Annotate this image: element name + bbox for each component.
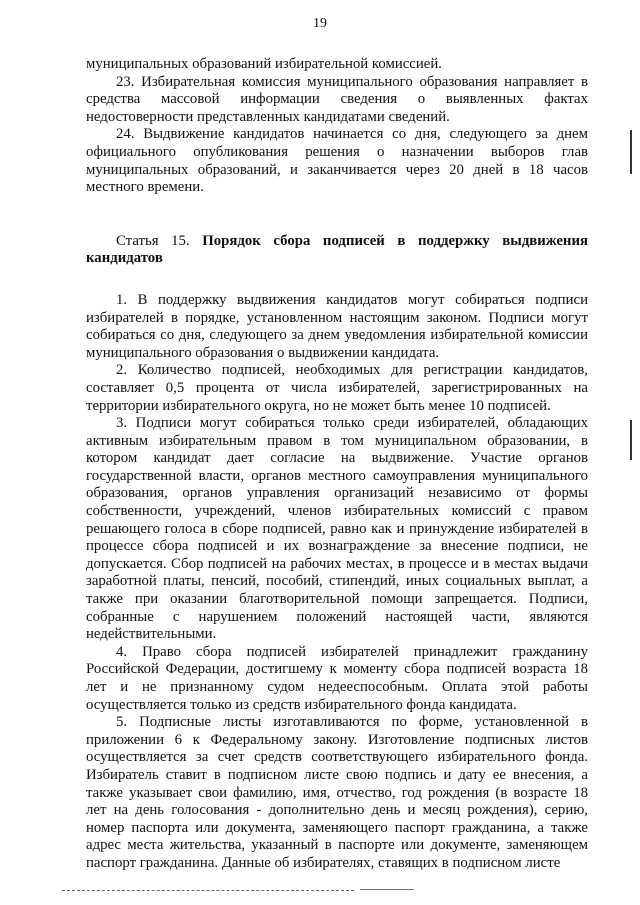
article-item-5: 5. Подписные листы изготавливаются по форме, установленной в приложении 6 к Федеральному закону. Изготовление подписных листов осуществляется за счет средств соответствующего избирательного фонда. Избиратель ставит в подписном листе свою подпись и дату ее внесения, а также указывает свои фамилию, имя, отчество, год рождения (в возрасте 18 лет на день голосования - дополнительно день и месяц рождения), серию, номер паспорта или документа, заменяющего паспорт гражданина, а также адрес места жительства, указанный в паспорте или документе, заменяющем паспорт гражданина. Данные об избирателях, ставящих в подписном листе <box>86 714 588 871</box>
footer-rule <box>62 890 354 891</box>
article-heading <box>86 233 588 268</box>
article-item-2: 2. Количество подписей, необходимых для регистрации кандидатов, составляет 0,5 процента от числа избирателей, зарегистрированных на территории избирательного округа, но не может быть менее 10 подписей. <box>86 362 588 414</box>
document-body <box>86 56 588 873</box>
article-item-4: 4. Право сбора подписей избирателей принадлежит гражданину Российской Федерации, достигшему к моменту сбора подписей возраста 18 лет и не признанному судом недееспособным. Оплата этой работы осуществляется только из средств избирательного фонда кандидата. <box>86 643 588 713</box>
footer-rule-short <box>360 889 414 890</box>
article-item-1: 1. В поддержку выдвижения кандидатов могут собираться подписи избирателей в порядке, установленном настоящим законом. Подписи могут собираться со дня, следующего за днем уведомления избирательной комиссии муниципального образования о выдвижении кандидата. <box>86 291 588 361</box>
page-number: 19 <box>313 16 327 31</box>
margin-mark-upper <box>630 130 632 174</box>
paragraph-24: 24. Выдвижение кандидатов начинается со дня, следующего за днем официального опубликования решения о назначении выборов глав муниципальных образований, и заканчивается через 20 дней в 18 часов местного времени. <box>86 126 588 196</box>
paragraph-continuation: муниципальных образований избирательной комиссией. <box>86 56 442 72</box>
article-item-3: 3. Подписи могут собираться только среди избирателей, обладающих активным избирательным правом в том муниципальном образовании, в котором кандидат дает согласие на выдвижение. Участие органов государственной власти, органов местного самоуправления муниципального образования, органов управления организаций независимо от формы собственности, учреждений, членов избирательных комиссий с правом решающего голоса в сборе подписей, равно как и принуждение избирателей в процессе сбора подписей и их вознаграждение за внесение подписи, не допускается. Сбор подписей на рабочих местах, в процессе и в местах выдачи заработной платы, пенсий, пособий, стипендий, иных социальных выплат, а также при оказании благотворительной помощи запрещается. Подписи, собранные с нарушением положений настоящей части, являются недействительными. <box>86 415 588 643</box>
paragraph-23: 23. Избирательная комиссия муниципального образования направляет в средства массовой информации сведения о выявленных фактах недостоверности представленных кандидатами сведений. <box>86 73 588 125</box>
article-title: Порядок сбора подписей в поддержку выдвижения кандидатов <box>86 232 588 267</box>
article-number: Статья 15. <box>116 232 190 249</box>
margin-mark-lower <box>630 420 632 460</box>
